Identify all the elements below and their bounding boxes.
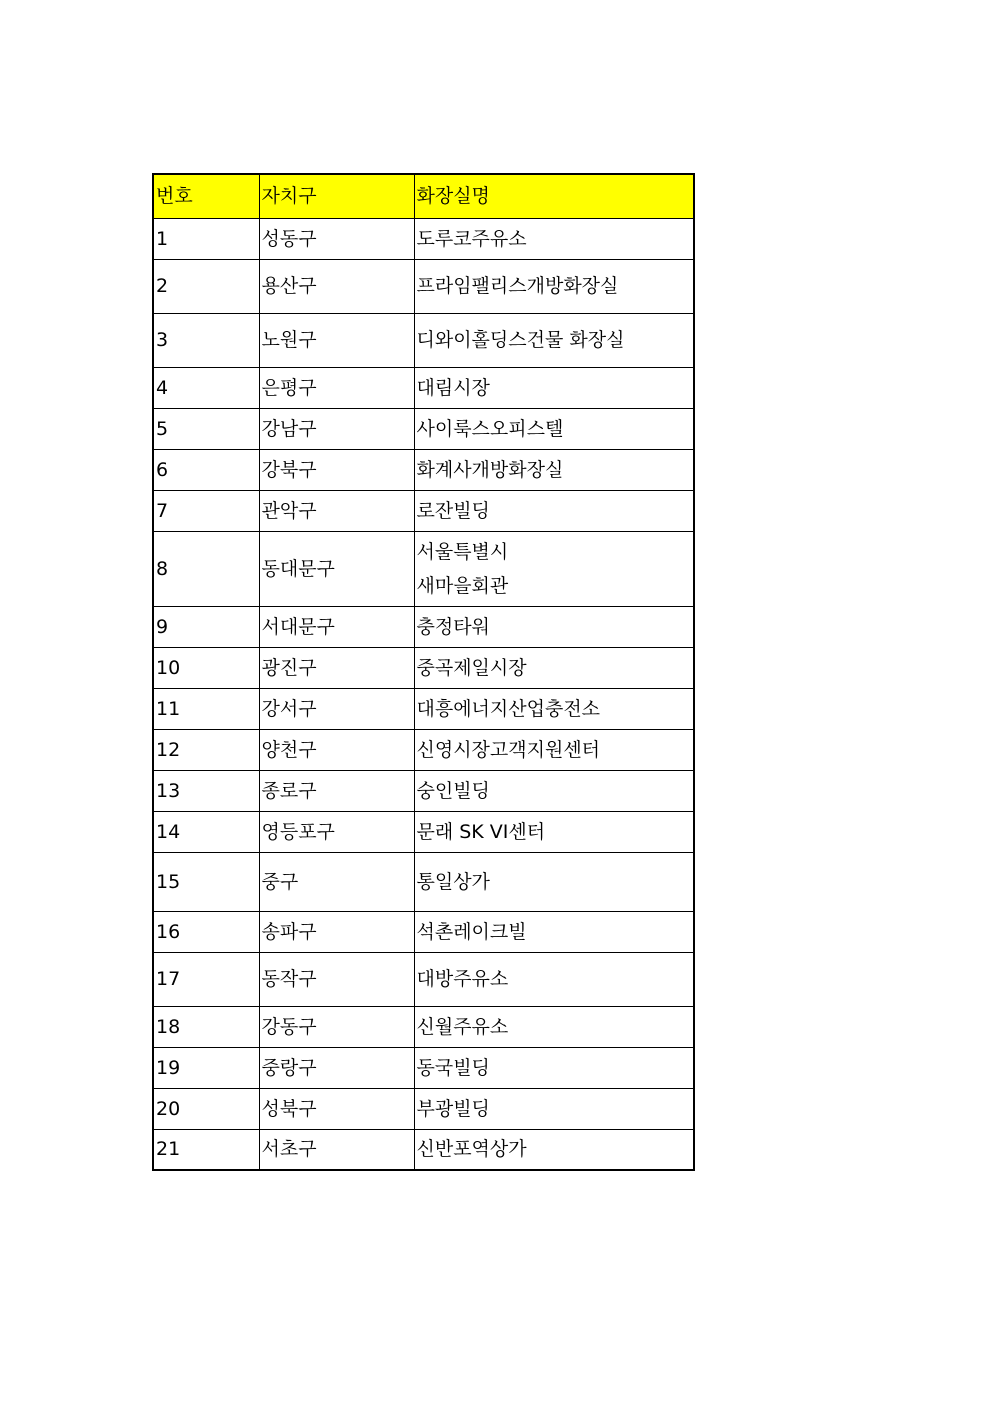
toilet-name-line: 로잔빌딩 [416,499,490,522]
row-toilet-name [414,449,694,490]
table-row [153,688,694,729]
table-row [153,408,694,449]
toilet-name-line: 디와이홀딩스건물 화장실 [416,329,625,351]
header-district: 자치구 [259,174,414,218]
row-district: 강서구 [259,688,414,729]
row-toilet-name [414,408,694,449]
row-toilet-name [414,367,694,408]
table-row [153,911,694,952]
header-toilet-name: 화장실명 [414,174,694,218]
header-number: 번호 [153,174,259,218]
row-district: 종로구 [259,770,414,811]
row-district: 성동구 [259,218,414,259]
row-toilet-name [414,952,694,1006]
row-toilet-name [414,606,694,647]
table-row [153,1129,694,1170]
row-number: 17 [153,952,259,1006]
row-number: 19 [153,1047,259,1088]
row-district: 성북구 [259,1088,414,1129]
row-number: 2 [153,259,259,313]
row-toilet-name [414,688,694,729]
table-row [153,531,694,606]
table-row [153,811,694,852]
row-district: 광진구 [259,647,414,688]
row-number: 14 [153,811,259,852]
row-district: 중구 [259,852,414,911]
row-number: 6 [153,449,259,490]
row-district: 서대문구 [259,606,414,647]
row-district: 노원구 [259,313,414,367]
table-row [153,606,694,647]
toilet-name-line: 신월주유소 [416,1015,509,1038]
row-toilet-name [414,1088,694,1129]
table-row [153,449,694,490]
row-toilet-name [414,1006,694,1047]
row-number: 9 [153,606,259,647]
row-number: 21 [153,1129,259,1170]
row-toilet-name [414,259,694,313]
table-row [153,490,694,531]
table-header [153,174,694,218]
row-number: 12 [153,729,259,770]
toilet-name-line: 도루코주유소 [416,227,527,250]
row-number: 13 [153,770,259,811]
table-row [153,647,694,688]
toilet-name-line: 신반포역상가 [416,1138,527,1161]
table-row [153,952,694,1006]
toilet-name-line: 화계사개방화장실 [416,458,564,481]
row-district: 동작구 [259,952,414,1006]
row-district: 송파구 [259,911,414,952]
row-toilet-name [414,313,694,367]
row-district: 영등포구 [259,811,414,852]
row-number: 4 [153,367,259,408]
table-row [153,729,694,770]
table-row [153,367,694,408]
row-district: 양천구 [259,729,414,770]
toilet-name-line: 통일상가 [416,870,490,893]
row-toilet-name [414,852,694,911]
row-toilet-name [414,729,694,770]
row-toilet-name [414,911,694,952]
toilet-name-line: 대림시장 [416,376,490,399]
row-number: 7 [153,490,259,531]
toilet-name-line: 프라임팰리스개방화장실 [416,275,619,297]
row-district: 강동구 [259,1006,414,1047]
table-row [153,218,694,259]
toilet-name-line: 서울특별시 [416,540,509,563]
row-number: 1 [153,218,259,259]
toilet-name-line: 부광빌딩 [416,1097,490,1120]
toilet-name-line: 사이룩스오피스텔 [416,417,564,440]
toilet-name-line: 중곡제일시장 [416,656,527,679]
table-row [153,313,694,367]
row-toilet-name [414,811,694,852]
row-number: 8 [153,531,259,606]
table-row [153,770,694,811]
table-row [153,1047,694,1088]
toilet-name-line: 대방주유소 [416,968,509,990]
toilet-name-line: 석촌레이크빌 [416,920,527,943]
row-toilet-name [414,1129,694,1170]
row-number: 3 [153,313,259,367]
row-district: 동대문구 [259,531,414,606]
row-number: 10 [153,647,259,688]
row-toilet-name [414,647,694,688]
table-row [153,852,694,911]
row-toilet-name [414,218,694,259]
row-district: 용산구 [259,259,414,313]
public-toilet-table [152,173,695,1171]
row-number: 18 [153,1006,259,1047]
row-number: 15 [153,852,259,911]
table-row [153,1006,694,1047]
row-number: 11 [153,688,259,729]
row-number: 20 [153,1088,259,1129]
row-toilet-name [414,531,694,606]
table-row [153,1088,694,1129]
row-toilet-name [414,1047,694,1088]
row-district: 은평구 [259,367,414,408]
toilet-name-line: 신영시장고객지원센터 [416,738,601,761]
row-number: 16 [153,911,259,952]
row-district: 서초구 [259,1129,414,1170]
table-row [153,259,694,313]
header-row [153,174,694,218]
row-district: 관악구 [259,490,414,531]
toilet-name-line: 대흥에너지산업충전소 [416,697,601,720]
toilet-name-line: 동국빌딩 [416,1056,490,1079]
row-district: 강남구 [259,408,414,449]
row-toilet-name [414,490,694,531]
toilet-name-line: 문래 SK VI센터 [416,820,546,843]
toilet-name-line: 충정타워 [416,615,490,638]
toilet-name-line: 숭인빌딩 [416,779,490,802]
row-toilet-name [414,770,694,811]
row-number: 5 [153,408,259,449]
toilet-name-line: 새마을회관 [416,574,509,597]
row-district: 중랑구 [259,1047,414,1088]
table-body [153,218,694,1170]
row-district: 강북구 [259,449,414,490]
